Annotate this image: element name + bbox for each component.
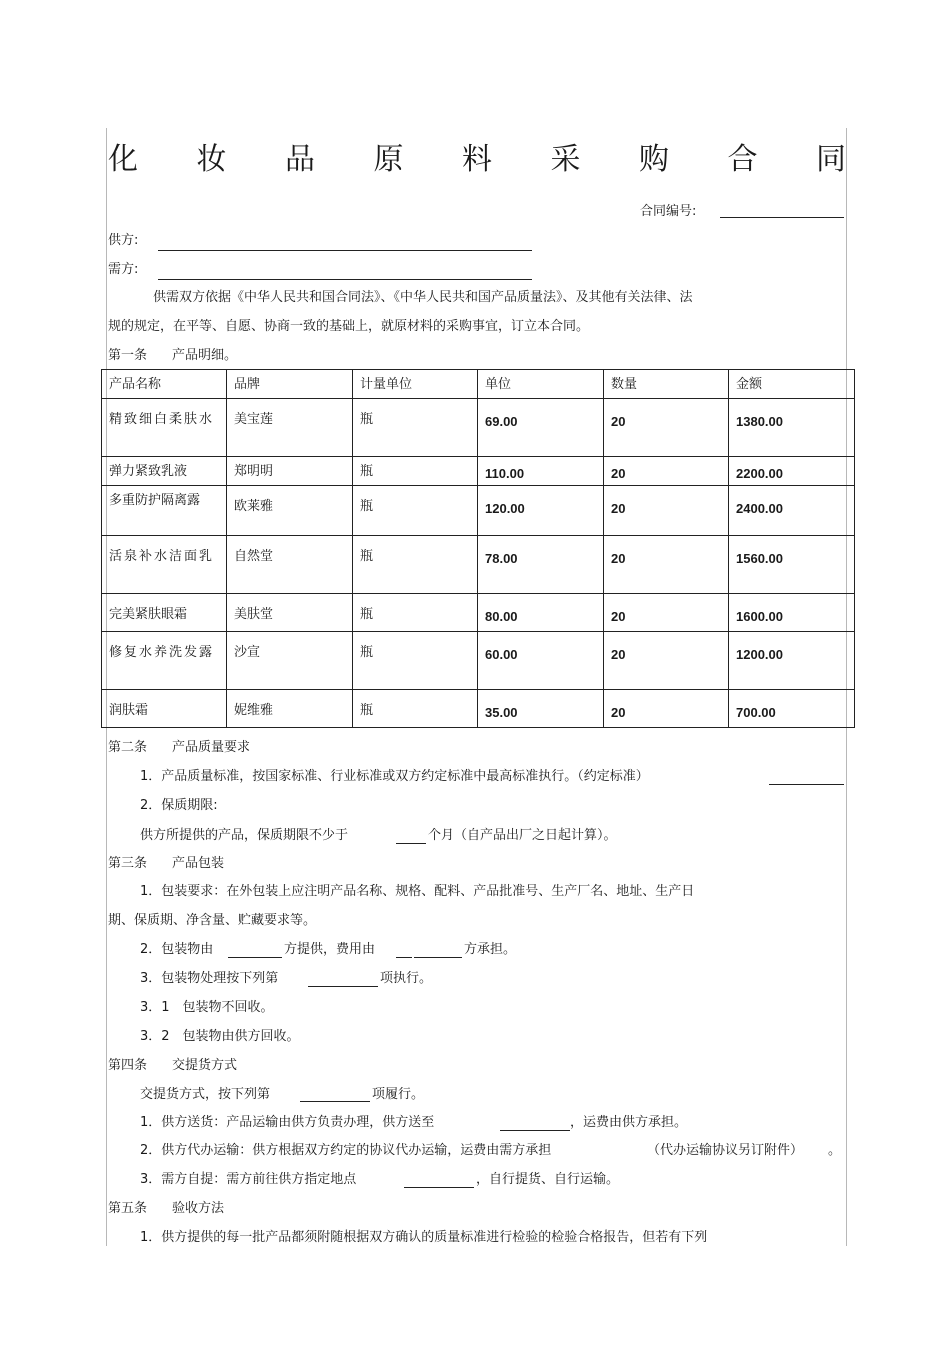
packaging-disposal-text-b: 项执行。 <box>380 971 433 986</box>
delivery-method-field[interactable] <box>300 1101 370 1102</box>
table-header-row <box>102 370 855 399</box>
shelf-life-text-b: 个月（自产品出厂之日起计算）。 <box>428 828 617 843</box>
brand-cell: 沙宣 <box>227 632 353 690</box>
header-cell: 数量 <box>604 370 729 399</box>
product-name-cell: 润肤霜 <box>102 690 227 728</box>
amount-cell: 1600.00 <box>729 594 855 632</box>
table-row <box>102 536 855 594</box>
qty-cell: 20 <box>604 486 729 536</box>
packaging-provider-text-a: 2．包装物由 <box>140 942 214 957</box>
table-row <box>102 486 855 536</box>
qty-cell: 20 <box>604 457 729 486</box>
supplier-delivery-text-a: 1．供方送货：产品运输由供方负责办理，供方送至 <box>140 1115 435 1130</box>
title-char: 原 <box>373 142 404 177</box>
title-char: 料 <box>462 142 492 177</box>
packaging-disposal-text-a: 3．包装物处理按下列第 <box>140 971 279 986</box>
product-name-cell: 修复水养洗发露 <box>102 632 227 690</box>
amount-cell: 700.00 <box>729 690 855 728</box>
title-char: 品 <box>285 142 315 177</box>
title-char: 同 <box>816 142 846 177</box>
intro-line-1: 供需双方依据《中华人民共和国合同法》、《中华人民共和国产品质量法》、及其他有关法律、法 <box>153 290 693 305</box>
supplier-delivery-field[interactable] <box>500 1130 570 1131</box>
header-cell: 单位 <box>478 370 604 399</box>
shelf-life-months-field[interactable] <box>396 843 426 844</box>
price-cell: 35.00 <box>478 690 604 728</box>
price-cell: 69.00 <box>478 399 604 457</box>
supplier-field[interactable] <box>158 250 532 251</box>
agency-transport-text-a: 2．供方代办运输：供方根据双方约定的协议代办运输，运费由需方承担 <box>140 1143 552 1158</box>
packaging-provider-text-c: 方承担。 <box>464 942 517 957</box>
article-5-label: 第五条 <box>108 1201 148 1216</box>
packaging-option-1: 3．1 包装物不回收。 <box>140 1000 274 1015</box>
packaging-provider-text-b: 方提供，费用由 <box>284 942 376 957</box>
title-char: 采 <box>550 142 581 177</box>
header-cell: 品牌 <box>227 370 353 399</box>
article-4-label: 第四条 <box>108 1058 148 1073</box>
header-cell: 金额 <box>729 370 855 399</box>
article-1-label: 第一条 <box>108 348 148 363</box>
product-name-cell: 多重防护隔离露 <box>102 486 227 536</box>
intro-line-2: 规的规定，在平等、自愿、协商一致的基础上，就原材料的采购事宜，订立本合同。 <box>108 319 590 334</box>
price-cell: 60.00 <box>478 632 604 690</box>
unit-cell: 瓶 <box>353 536 478 594</box>
header-cell: 计量单位 <box>353 370 478 399</box>
packaging-req-line-2: 期、保质期、净含量、贮藏要求等。 <box>108 913 317 928</box>
article-1-title: 产品明细。 <box>172 348 238 363</box>
brand-cell: 自然堂 <box>227 536 353 594</box>
price-cell: 80.00 <box>478 594 604 632</box>
article-3-title: 产品包装 <box>172 856 225 871</box>
qty-cell: 20 <box>604 594 729 632</box>
price-cell: 120.00 <box>478 486 604 536</box>
title-char: 购 <box>639 142 669 177</box>
article-3-label: 第三条 <box>108 856 148 871</box>
header-cell: 产品名称 <box>102 370 227 399</box>
contract-no-field[interactable] <box>720 217 844 218</box>
product-table <box>101 369 855 728</box>
amount-cell: 1380.00 <box>729 399 855 457</box>
article-4-title: 交提货方式 <box>172 1058 238 1073</box>
agency-transport-text-b: （代办运输协议另订附件） <box>647 1143 804 1158</box>
table-row <box>102 457 855 486</box>
article-5-title: 验收方法 <box>172 1201 225 1216</box>
supplier-delivery-text-b: ，运费由供方承担。 <box>570 1115 688 1130</box>
delivery-method-text-b: 项履行。 <box>372 1087 425 1102</box>
quality-standard-text: 1．产品质量标准，按国家标准、行业标准或双方约定标准中最高标准执行。（约定标准） <box>140 769 649 784</box>
unit-cell: 瓶 <box>353 690 478 728</box>
unit-cell: 瓶 <box>353 486 478 536</box>
price-cell: 78.00 <box>478 536 604 594</box>
amount-cell: 2200.00 <box>729 457 855 486</box>
packaging-cost-field-a[interactable] <box>396 957 412 958</box>
self-pickup-text-b: ，自行提货、自行运输。 <box>476 1172 620 1187</box>
table-row <box>102 594 855 632</box>
table-row <box>102 632 855 690</box>
self-pickup-field[interactable] <box>404 1187 474 1188</box>
price-cell: 110.00 <box>478 457 604 486</box>
unit-cell: 瓶 <box>353 632 478 690</box>
buyer-field[interactable] <box>158 279 532 280</box>
agency-transport-text-c: 。 <box>828 1143 842 1158</box>
title-char: 合 <box>727 142 758 177</box>
packaging-disposal-field[interactable] <box>308 986 378 987</box>
brand-cell: 妮维雅 <box>227 690 353 728</box>
shelf-life-heading: 2．保质期限: <box>140 798 218 813</box>
product-name-cell: 精致细白柔肤水 <box>102 399 227 457</box>
article-2-title: 产品质量要求 <box>172 740 251 755</box>
brand-cell: 美肤堂 <box>227 594 353 632</box>
table-row <box>102 399 855 457</box>
product-name-cell: 弹力紧致乳液 <box>102 457 227 486</box>
title-char: 妆 <box>196 142 227 177</box>
packaging-cost-field-b[interactable] <box>414 957 462 958</box>
article-2-label: 第二条 <box>108 740 148 755</box>
brand-cell: 美宝莲 <box>227 399 353 457</box>
quality-standard-field[interactable] <box>769 784 844 785</box>
shelf-life-text-a: 供方所提供的产品，保质期限不少于 <box>140 828 349 843</box>
self-pickup-text-a: 3．需方自提：需方前往供方指定地点 <box>140 1172 357 1187</box>
packaging-provider-field[interactable] <box>228 957 282 958</box>
unit-cell: 瓶 <box>353 399 478 457</box>
qty-cell: 20 <box>604 536 729 594</box>
brand-cell: 欧莱雅 <box>227 486 353 536</box>
title-char: 化 <box>108 142 138 177</box>
contract-title <box>108 134 846 178</box>
supplier-label: 供方: <box>108 233 139 248</box>
unit-cell: 瓶 <box>353 594 478 632</box>
delivery-method-text-a: 交提货方式，按下列第 <box>140 1087 271 1102</box>
amount-cell: 1200.00 <box>729 632 855 690</box>
packaging-option-2: 3．2 包装物由供方回收。 <box>140 1029 300 1044</box>
table-row <box>102 690 855 728</box>
qty-cell: 20 <box>604 632 729 690</box>
brand-cell: 郑明明 <box>227 457 353 486</box>
buyer-label: 需方: <box>108 262 139 277</box>
inspection-text: 1．供方提供的每一批产品都须附随根据双方确认的质量标准进行检验的检验合格报告，但若有下列 <box>140 1230 708 1245</box>
qty-cell: 20 <box>604 690 729 728</box>
packaging-req-line-1: 1．包装要求：在外包装上应注明产品名称、规格、配料、产品批准号、生产厂名、地址、生产日 <box>140 884 695 899</box>
qty-cell: 20 <box>604 399 729 457</box>
product-name-cell: 活泉补水洁面乳 <box>102 536 227 594</box>
amount-cell: 1560.00 <box>729 536 855 594</box>
amount-cell: 2400.00 <box>729 486 855 536</box>
product-name-cell: 完美紧肤眼霜 <box>102 594 227 632</box>
contract-no-label: 合同编号: <box>640 204 697 219</box>
unit-cell: 瓶 <box>353 457 478 486</box>
